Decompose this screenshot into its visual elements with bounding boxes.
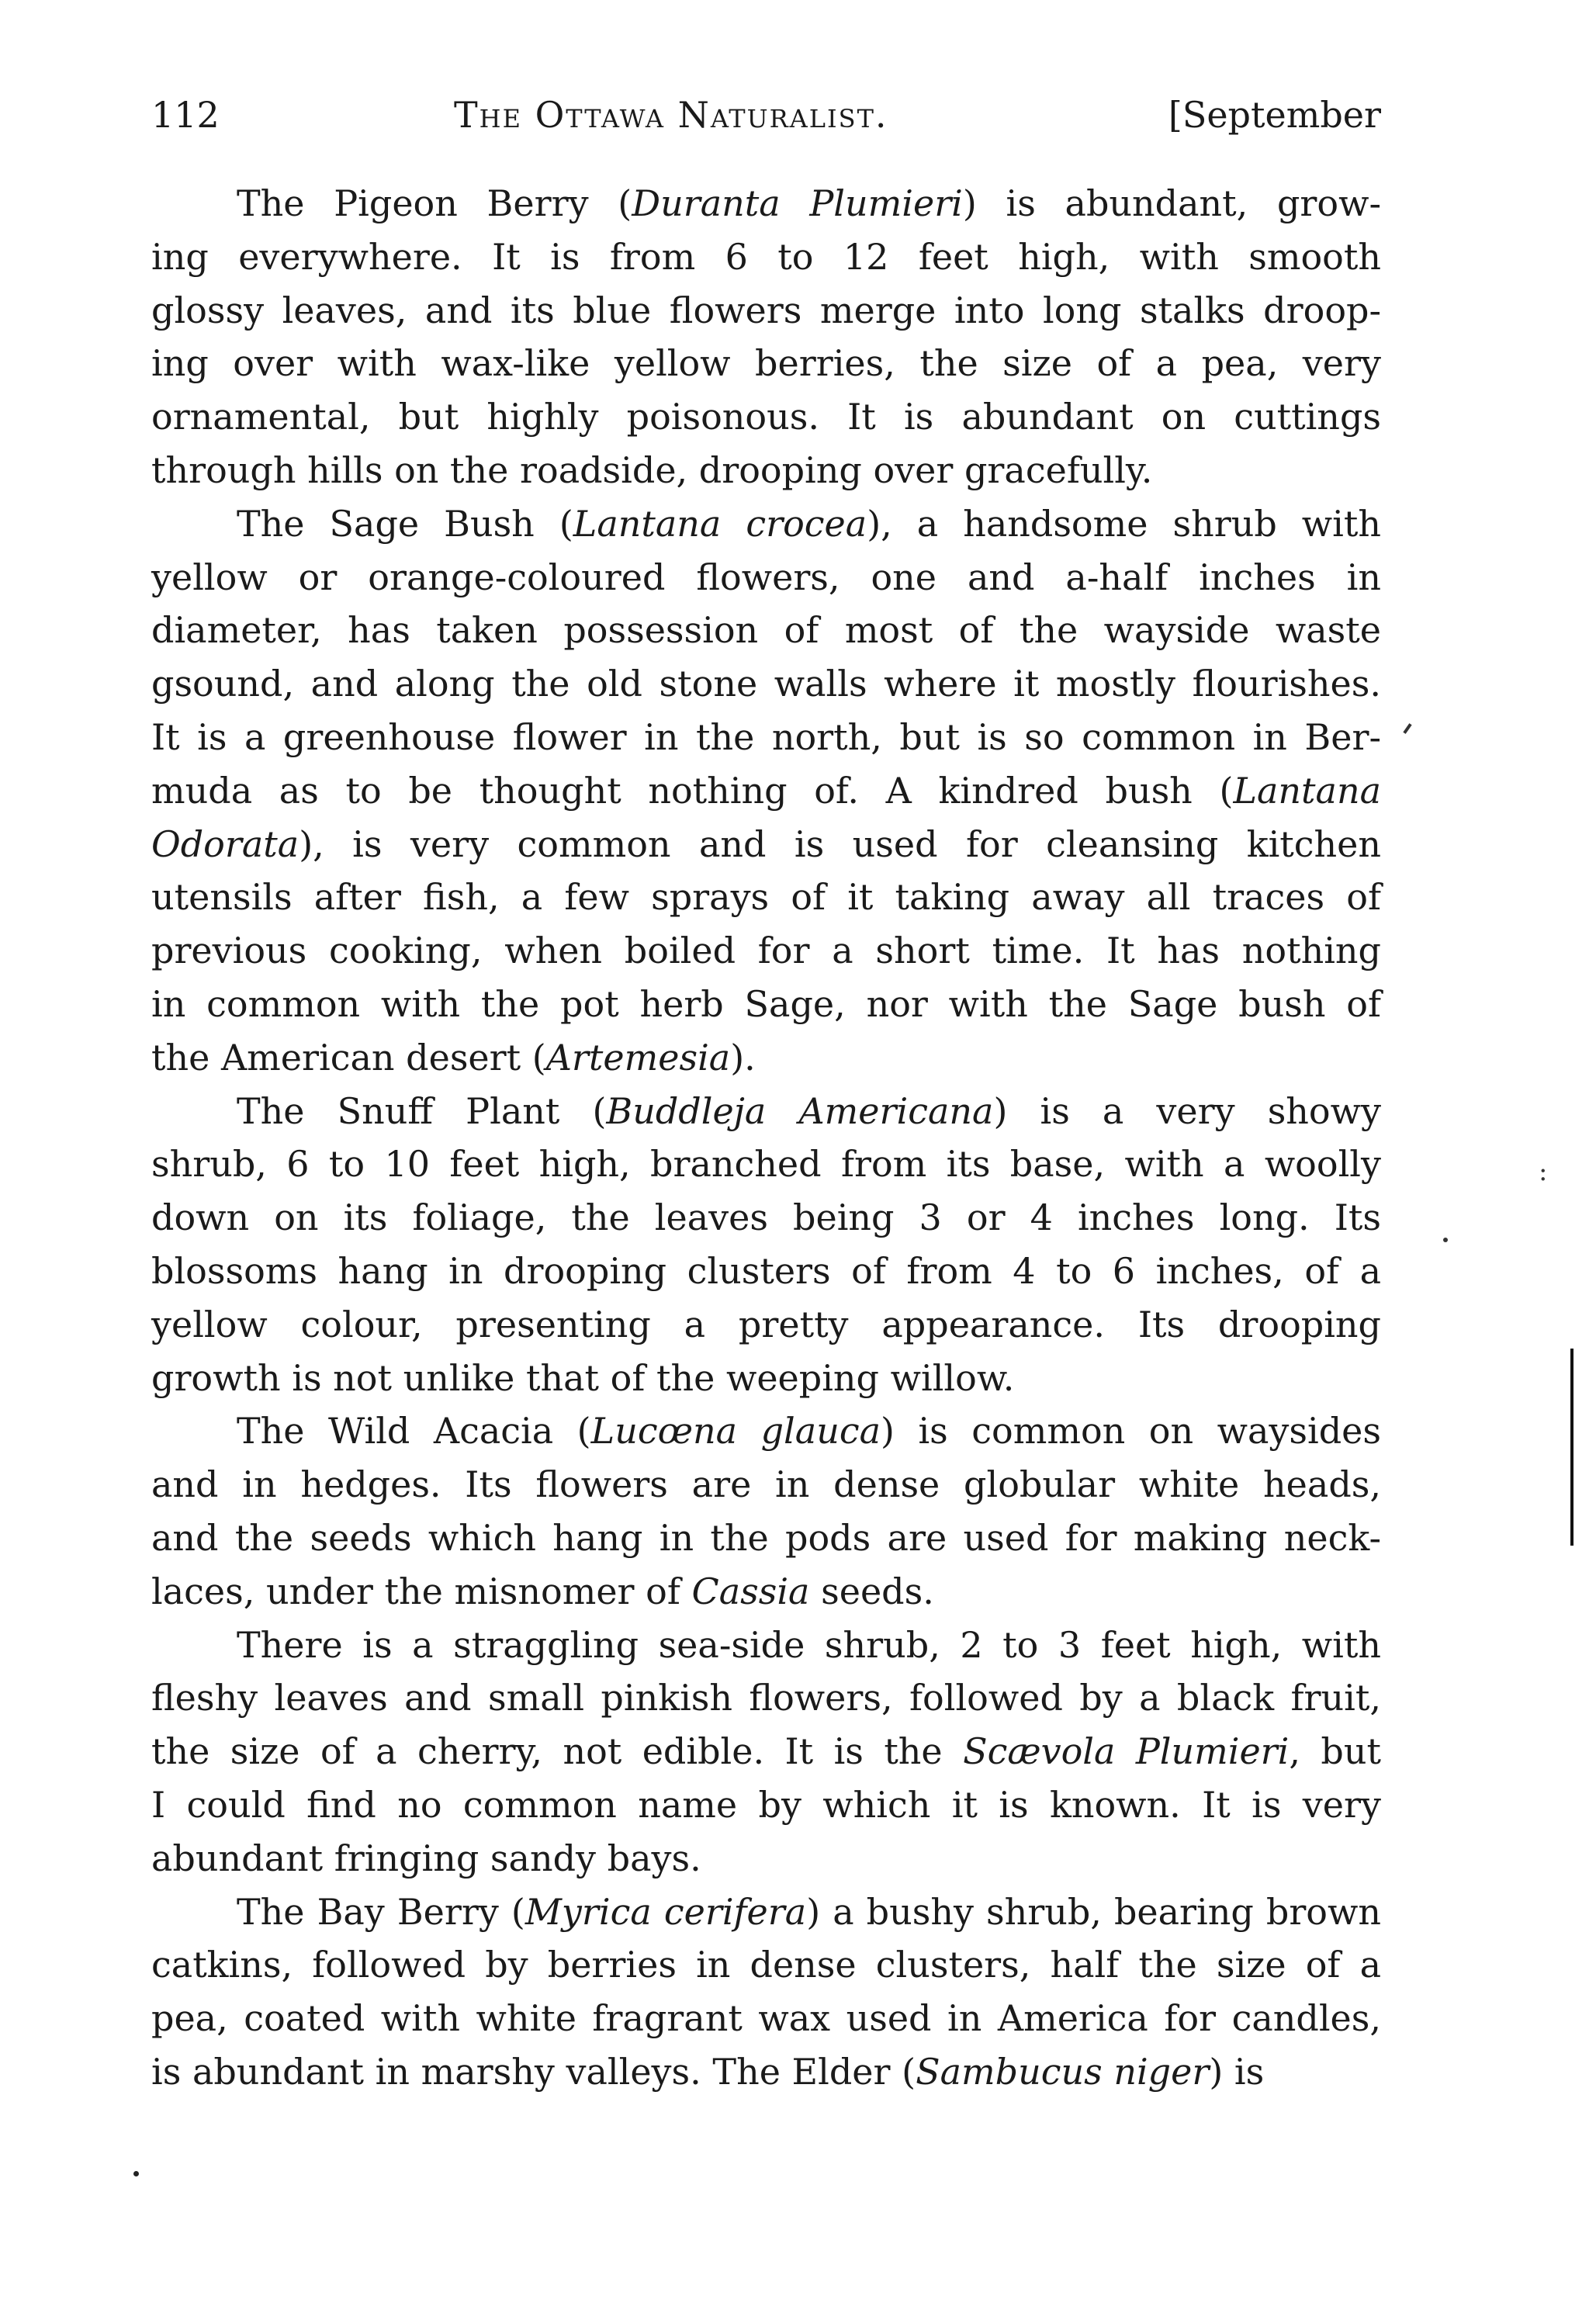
text-run: and the seeds which hang in the pods are used for making neck- [151, 1516, 1381, 1559]
text-line [151, 1298, 1381, 1352]
text-run: laces, under the misnomer of [151, 1570, 692, 1612]
text-run: The Sage Bush ( [237, 502, 573, 545]
text-line [151, 1725, 1381, 1778]
text-line [151, 764, 1381, 818]
text-run: through hills on the roadside, drooping over gracefully. [151, 448, 1153, 491]
italic-term: Sambucus niger [916, 2050, 1210, 2093]
text-line [151, 1352, 1381, 1405]
running-header [151, 84, 1381, 146]
text-line [151, 871, 1381, 924]
text-run: ing over with wax-like yellow berries, the size of a pea, very [151, 342, 1381, 385]
italic-term: Myrica cerifera [524, 1890, 807, 1933]
text-line [151, 1565, 1381, 1619]
text-line [151, 1085, 1381, 1138]
running-month: [September [1168, 94, 1381, 136]
text-line [151, 1992, 1381, 2045]
text-line [151, 1885, 1381, 1939]
text-line [151, 1778, 1381, 1832]
text-line [151, 2045, 1381, 2099]
text-run: The Bay Berry ( [237, 1890, 525, 1933]
text-line [151, 1511, 1381, 1565]
italic-term: Lucœna glauca [590, 1410, 881, 1453]
text-run: fleshy leaves and small pinkish flowers, followed by a black fruit, [151, 1677, 1381, 1719]
text-run: diameter, has taken possession of most of the wayside waste [151, 609, 1381, 652]
text-run: the size of a cherry, not edible. It is the [151, 1730, 964, 1773]
text-line [151, 1245, 1381, 1298]
text-run: The Wild Acacia ( [237, 1410, 591, 1453]
text-line [151, 818, 1381, 871]
text-line [151, 444, 1381, 497]
text-run: growth is not unlike that of the weeping willow. [151, 1356, 1015, 1399]
paragraph [151, 1885, 1381, 2099]
paragraph [151, 1404, 1381, 1618]
running-title: The Ottawa Naturalist. [454, 94, 888, 136]
text-run: ) is abundant, grow- [962, 182, 1382, 224]
text-run: ), a handsome shrub with [867, 502, 1381, 545]
text-line [151, 604, 1381, 657]
text-line [151, 1137, 1381, 1191]
text-run: The Snuff Plant ( [237, 1089, 607, 1132]
italic-term: Lantana [1233, 769, 1381, 812]
text-run: ) a bushy shrub, bearing brown [806, 1890, 1381, 1933]
text-run: ) is a very showy [993, 1089, 1381, 1132]
italic-term: Buddleja Americana [606, 1089, 994, 1132]
paragraph [151, 497, 1381, 1085]
text-line [151, 978, 1381, 1031]
text-line [151, 1458, 1381, 1511]
italic-term: Duranta Plumieri [632, 182, 963, 224]
text-run: pea, coated with white fragrant wax used in America for candles, [151, 1997, 1381, 2040]
text-run: and in hedges. Its flowers are in dense globular white heads, [151, 1463, 1381, 1506]
text-run: gsound, and along the old stone walls where it mostly flourishes. [151, 663, 1381, 705]
page-number: 112 [151, 94, 220, 136]
text-run: ), is very common and is used for cleansing kitchen [299, 822, 1381, 865]
italic-term: Odorata [151, 822, 299, 865]
text-run: utensils after fish, a few sprays of it taking away all traces of [151, 876, 1381, 919]
text-line [151, 924, 1381, 978]
margin-mark [1403, 723, 1411, 734]
text-run: previous cooking, when boiled for a short time. It has nothing [151, 930, 1381, 972]
text-line [151, 1404, 1381, 1458]
text-run: muda as to be thought nothing of. A kindred bush ( [151, 769, 1234, 812]
margin-mark [1443, 1238, 1448, 1242]
text-line [151, 390, 1381, 444]
text-line [151, 1832, 1381, 1885]
italic-term: Scævola Plumieri [963, 1730, 1290, 1773]
paragraph [151, 1619, 1381, 1885]
text-run: blossoms hang in drooping clusters of from 4 to 6 inches, of a [151, 1249, 1381, 1292]
text-run: yellow colour, presenting a pretty appearance. Its drooping [151, 1303, 1381, 1345]
text-line [151, 1191, 1381, 1245]
italic-term: Artemesia [545, 1036, 731, 1079]
text-run: glossy leaves, and its blue flowers merge into long stalks droop- [151, 289, 1381, 331]
text-line [151, 1619, 1381, 1672]
text-run: yellow or orange-coloured flowers, one and a-half inches in [151, 556, 1381, 598]
paragraph [151, 177, 1381, 497]
margin-mark: : [1539, 1156, 1548, 1187]
text-line [151, 337, 1381, 390]
text-line [151, 1671, 1381, 1725]
text-run: , but [1289, 1730, 1381, 1773]
text-run: It is a greenhouse flower in the north, but is so common in Ber- [151, 715, 1381, 758]
text-line [151, 177, 1381, 230]
text-line [151, 551, 1381, 604]
text-line [151, 284, 1381, 338]
text-run: shrub, 6 to 10 feet high, branched from its base, with a woolly [151, 1143, 1381, 1186]
text-line [151, 1031, 1381, 1085]
text-run: the American desert ( [151, 1036, 546, 1079]
text-run: The Pigeon Berry ( [237, 182, 632, 224]
text-run: in common with the pot herb Sage, nor with the Sage bush of [151, 982, 1381, 1025]
text-run: ing everywhere. It is from 6 to 12 feet high, with smooth [151, 235, 1381, 278]
text-run: ) is [1209, 2050, 1265, 2093]
text-run: I could find no common name by which it is known. It is very [151, 1783, 1381, 1826]
text-run: ) is common on waysides [881, 1410, 1381, 1453]
margin-mark [133, 2171, 139, 2176]
text-line [151, 711, 1381, 764]
text-run: down on its foliage, the leaves being 3 or 4 inches long. Its [151, 1196, 1381, 1239]
italic-term: Cassia [691, 1570, 810, 1612]
text-line [151, 497, 1381, 551]
text-run: is abundant in marshy valleys. The Elder ( [151, 2050, 916, 2093]
margin-rule [1570, 1349, 1573, 1546]
paragraph [151, 1085, 1381, 1405]
text-run: abundant fringing sandy bays. [151, 1837, 701, 1879]
text-line [151, 657, 1381, 711]
text-line [151, 1938, 1381, 1992]
text-run: There is a straggling sea-side shrub, 2 to 3 feet high, with [237, 1623, 1381, 1666]
text-line [151, 230, 1381, 284]
text-run: catkins, followed by berries in dense clusters, half the size of a [151, 1944, 1381, 1986]
text-run: ornamental, but highly poisonous. It is abundant on cuttings [151, 396, 1381, 438]
text-run: ). [730, 1036, 756, 1079]
italic-term: Lantana crocea [573, 502, 867, 545]
text-run: seeds. [809, 1570, 934, 1612]
article-body [151, 177, 1381, 2099]
